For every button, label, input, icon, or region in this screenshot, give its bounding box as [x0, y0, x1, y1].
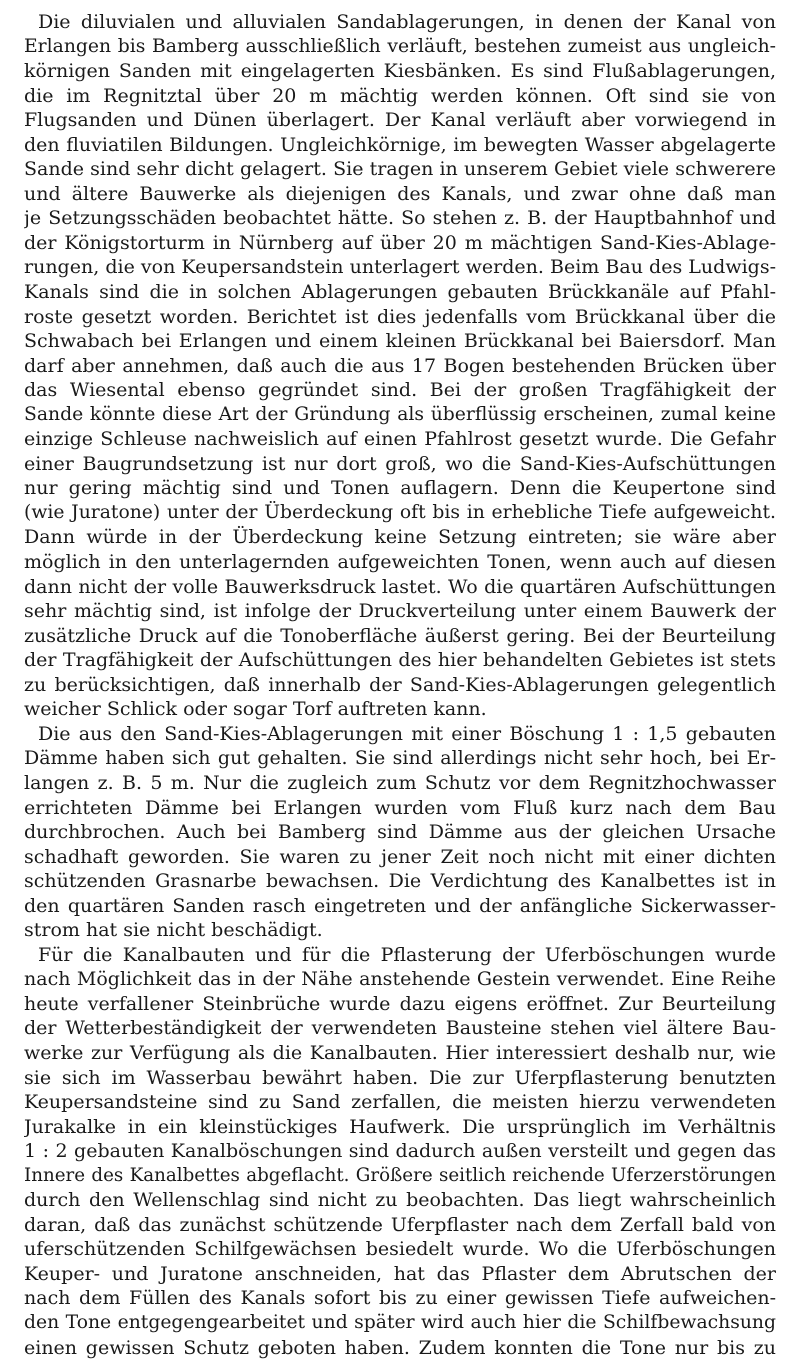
text-line: nach dem Füllen des Kanals sofort bis zu einer gewissen Tiefe aufweichen-: [24, 1287, 776, 1310]
text-line: Die diluvialen und alluvialen Sandablagerungen, in denen der Kanal von: [38, 11, 776, 33]
text-line: zu berücksichtigen, daß innerhalb der Sand-Kies-Ablagerungen gelegentlich: [24, 673, 776, 696]
text-line: durch den Wellenschlag sind nicht zu beobachten. Das liegt wahrscheinlich: [24, 1189, 776, 1212]
paragraph-1: [24, 10, 776, 722]
text-line: Jurakalke in ein kleinstückiges Haufwerk. Die ursprünglich im Verhältnis: [24, 1115, 776, 1138]
text-line: sie sich im Wasserbau bewährt haben. Die zur Uferpflasterung benutzten: [24, 1066, 776, 1089]
document-page: [24, 10, 776, 1360]
text-line: und ältere Bauwerke als diejenigen des Kanals, und zwar ohne daß man: [24, 182, 776, 205]
text-line: der Königstorturm in Nürnberg auf über 20 m mächtigen Sand-Kies-Ablage-: [24, 231, 776, 254]
text-line: Dann würde in der Überdeckung keine Setzung eintreten; sie wäre aber: [24, 526, 776, 549]
text-line: Sande sind sehr dicht gelagert. Sie tragen in unserem Gebiet viele schwerere: [24, 158, 776, 181]
text-line: den quartären Sanden rasch eingetreten und der anfängliche Sickerwasser-: [24, 894, 776, 917]
text-line: (wie Juratone) unter der Überdeckung oft bis in erhebliche Tiefe aufgeweicht.: [24, 501, 776, 523]
text-line: sehr mächtig sind, ist infolge der Druckverteilung unter einem Bauwerk der: [24, 600, 776, 623]
text-line: werke zur Verfügung als die Kanalbauten. Hier interessiert deshalb nur, wie: [24, 1041, 776, 1064]
text-line: Flugsanden und Dünen überlagert. Der Kanal verläuft aber vorwiegend in: [24, 109, 776, 132]
text-line: der Tragfähigkeit der Aufschüttungen des hier behandelten Gebietes ist stets: [24, 649, 776, 672]
text-line: Schwabach bei Erlangen und einem kleinen Brückkanal bei Baiersdorf. Man: [24, 330, 776, 353]
text-line: langen z. B. 5 m. Nur die zugleich zum Schutz vor dem Regnitzhochwasser: [24, 771, 776, 794]
text-line: der Wetterbeständigkeit der verwendeten Bausteine stehen viel ältere Bau-: [24, 1017, 776, 1040]
text-line: weicher Schlick oder sogar Torf auftreten kann.: [24, 698, 487, 721]
text-line: einzige Schleuse nachweislich auf einen Pfahlrost gesetzt wurde. Die Gefahr: [24, 428, 776, 451]
text-line: Für die Kanalbauten und für die Pflasterung der Uferböschungen wurde: [38, 943, 776, 966]
text-line: je Setzungsschäden beobachtet hätte. So stehen z. B. der Hauptbahnhof und: [24, 207, 776, 230]
text-line: nur gering mächtig sind und Tonen auflagern. Denn die Keupertone sind: [24, 477, 776, 500]
text-line: Die aus den Sand-Kies-Ablagerungen mit einer Böschung 1 : 1,5 gebauten: [38, 722, 776, 745]
text-line: roste gesetzt worden. Berichtet ist dies jedenfalls vom Brückkanal über die: [24, 305, 776, 328]
paragraph-3: [24, 943, 776, 1360]
text-line: schadhaft geworden. Sie waren zu jener Zeit noch nicht mit einer dichten: [24, 845, 776, 868]
text-line: einen gewissen Schutz geboten haben. Zudem konnten die Tone nur bis zu: [24, 1336, 776, 1359]
text-line: zusätzliche Druck auf die Tonoberfläche äußerst gering. Bei der Beurteilung: [24, 624, 776, 647]
text-line: den fluviatilen Bildungen. Ungleichkörnige, im bewegten Wasser abgelagerte: [24, 133, 776, 156]
text-line: Sande könnte diese Art der Gründung als überflüssig erscheinen, zumal keine: [24, 403, 776, 425]
text-line: Kanals sind die in solchen Ablagerungen gebauten Brückkanäle auf Pfahl-: [24, 281, 776, 304]
text-line: daran, daß das zunächst schützende Uferpflaster nach dem Zerfall bald von: [24, 1213, 776, 1236]
text-line: 1 : 2 gebauten Kanalböschungen sind dadurch außen versteilt und gegen das: [24, 1140, 776, 1163]
text-line: dann nicht der volle Bauwerksdruck lastet. Wo die quartären Aufschüttungen: [24, 575, 776, 598]
text-line: rungen, die von Keupersandstein unterlagert werden. Beim Bau des Ludwigs-: [24, 256, 776, 279]
text-line: uferschützenden Schilfgewächsen besiedelt wurde. Wo die Uferböschungen: [24, 1238, 776, 1261]
text-line: heute verfallener Steinbrüche wurde dazu eigens eröffnet. Zur Beurteilung: [24, 992, 776, 1015]
text-line: körnigen Sanden mit eingelagerten Kiesbänken. Es sind Flußablagerungen,: [24, 60, 776, 83]
text-line: die im Regnitztal über 20 m mächtig werden können. Oft sind sie von: [24, 84, 776, 107]
text-line: nach Möglichkeit das in der Nähe anstehende Gestein verwendet. Eine Reihe: [24, 968, 776, 991]
text-line: Erlangen bis Bamberg ausschließlich verläuft, bestehen zumeist aus ungleich-: [24, 35, 776, 57]
text-line: darf aber annehmen, daß auch die aus 17 Bogen bestehenden Brücken über: [24, 354, 776, 377]
text-line: einer Baugrundsetzung ist nur dort groß, wo die Sand-Kies-Aufschüttungen: [24, 452, 776, 475]
text-line: strom hat sie nicht beschädigt.: [24, 919, 323, 942]
text-line: durchbrochen. Auch bei Bamberg sind Dämme aus der gleichen Ursache: [24, 821, 776, 844]
text-line: möglich in den unterlagernden aufgeweichten Tonen, wenn auch auf diesen: [24, 551, 776, 574]
text-line: Dämme haben sich gut gehalten. Sie sind allerdings nicht sehr hoch, bei Er-: [24, 747, 776, 770]
text-line: Keupersandsteine sind zu Sand zerfallen, die meisten hierzu verwendeten: [24, 1091, 776, 1114]
text-line: Keuper- und Juratone anschneiden, hat das Pflaster dem Abrutschen der: [24, 1262, 776, 1285]
text-line: schützenden Grasnarbe bewachsen. Die Verdichtung des Kanalbettes ist in: [24, 870, 776, 893]
text-line: das Wiesental ebenso gegründet sind. Bei der großen Tragfähigkeit der: [24, 379, 776, 402]
text-line: errichteten Dämme bei Erlangen wurden vom Fluß kurz nach dem Bau: [24, 796, 776, 819]
text-line: den Tone entgegengearbeitet und später wird auch hier die Schilfbewachsung: [24, 1311, 776, 1333]
paragraph-2: [24, 722, 776, 943]
text-line: Innere des Kanalbettes abgeflacht. Größere seitlich reichende Uferzerstörungen: [24, 1164, 776, 1186]
